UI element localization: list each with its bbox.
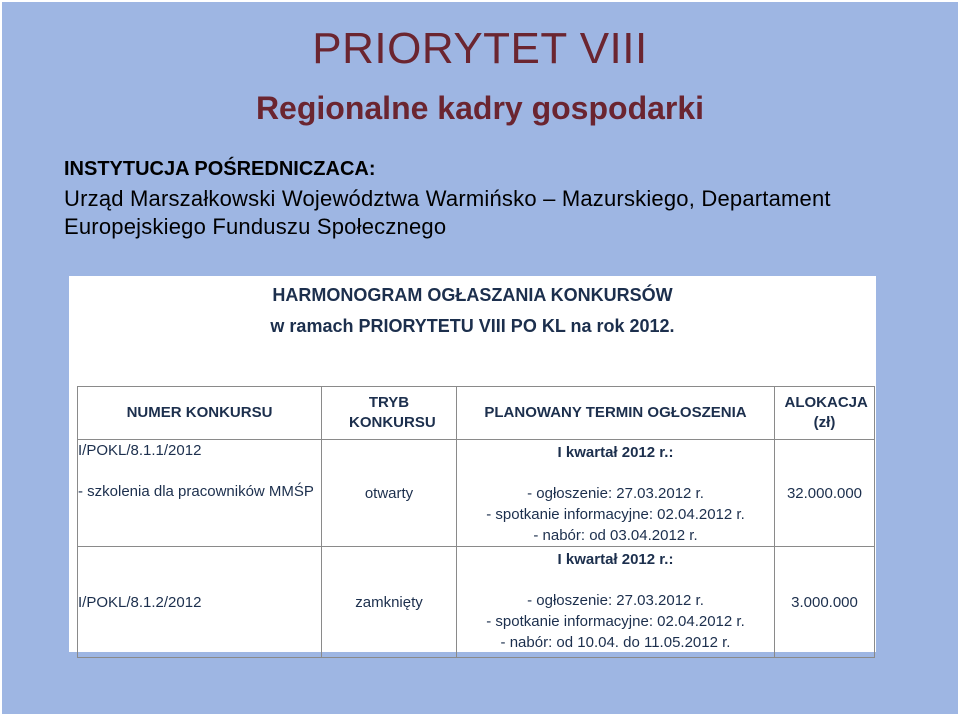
institution-text: Urząd Marszałkowski Województwa Warmińsko – Mazurskiego, Departament Europejskiego Funduszu Społecznego xyxy=(64,186,831,239)
institution-label: INSTYTUCJA POŚREDNICZACA: xyxy=(64,158,376,180)
term-quarter: I kwartał 2012 r.: xyxy=(557,551,674,568)
planned-term-cell xyxy=(457,547,775,658)
schedule-document xyxy=(69,276,876,652)
slide xyxy=(2,2,958,714)
competition-number-cell xyxy=(78,547,322,658)
competition-number: I/POKL/8.1.1/2012 xyxy=(78,442,202,459)
table-row xyxy=(78,440,875,547)
competition-description: - szkolenia dla pracowników MMŚP xyxy=(78,483,314,500)
column-header-mode-text: TRYB KONKURSU xyxy=(349,394,436,431)
schedule-table xyxy=(77,386,875,658)
slide-title: PRIORYTET VIII xyxy=(312,24,648,73)
term-line: - ogłoszenie: 27.03.2012 r. xyxy=(527,485,704,502)
slide-subtitle: Regionalne kadry gospodarki xyxy=(255,90,705,126)
column-header-number: NUMER KONKURSU xyxy=(78,387,322,440)
allocation-value: 32.000.000 xyxy=(775,440,875,547)
document-heading: HARMONOGRAM OGŁASZANIA KONKURSÓW xyxy=(272,285,673,305)
column-header-allocation xyxy=(775,387,875,440)
term-line: - nabór: od 03.04.2012 r. xyxy=(533,527,698,544)
table-header-row xyxy=(78,387,875,440)
column-header-allocation-text: ALOKACJA (zł) xyxy=(784,394,868,431)
allocation-value: 3.000.000 xyxy=(775,547,875,658)
column-header-term: PLANOWANY TERMIN OGŁOSZENIA xyxy=(457,387,775,440)
term-line: - spotkanie informacyjne: 02.04.2012 r. xyxy=(486,506,745,523)
table-row xyxy=(78,547,875,658)
competition-number-cell xyxy=(78,440,322,547)
term-quarter: I kwartał 2012 r.: xyxy=(557,444,674,461)
competition-number: I/POKL/8.1.2/2012 xyxy=(78,593,202,611)
term-line: - nabór: od 10.04. do 11.05.2012 r. xyxy=(500,634,731,651)
competition-mode: otwarty xyxy=(322,440,457,547)
planned-term-cell xyxy=(457,440,775,547)
term-line: - ogłoszenie: 27.03.2012 r. xyxy=(527,592,704,609)
competition-mode: zamknięty xyxy=(322,547,457,658)
term-line: - spotkanie informacyjne: 02.04.2012 r. xyxy=(486,613,745,630)
document-subheading: w ramach PRIORYTETU VIII PO KL na rok 2012. xyxy=(270,316,675,336)
column-header-mode xyxy=(322,387,457,440)
